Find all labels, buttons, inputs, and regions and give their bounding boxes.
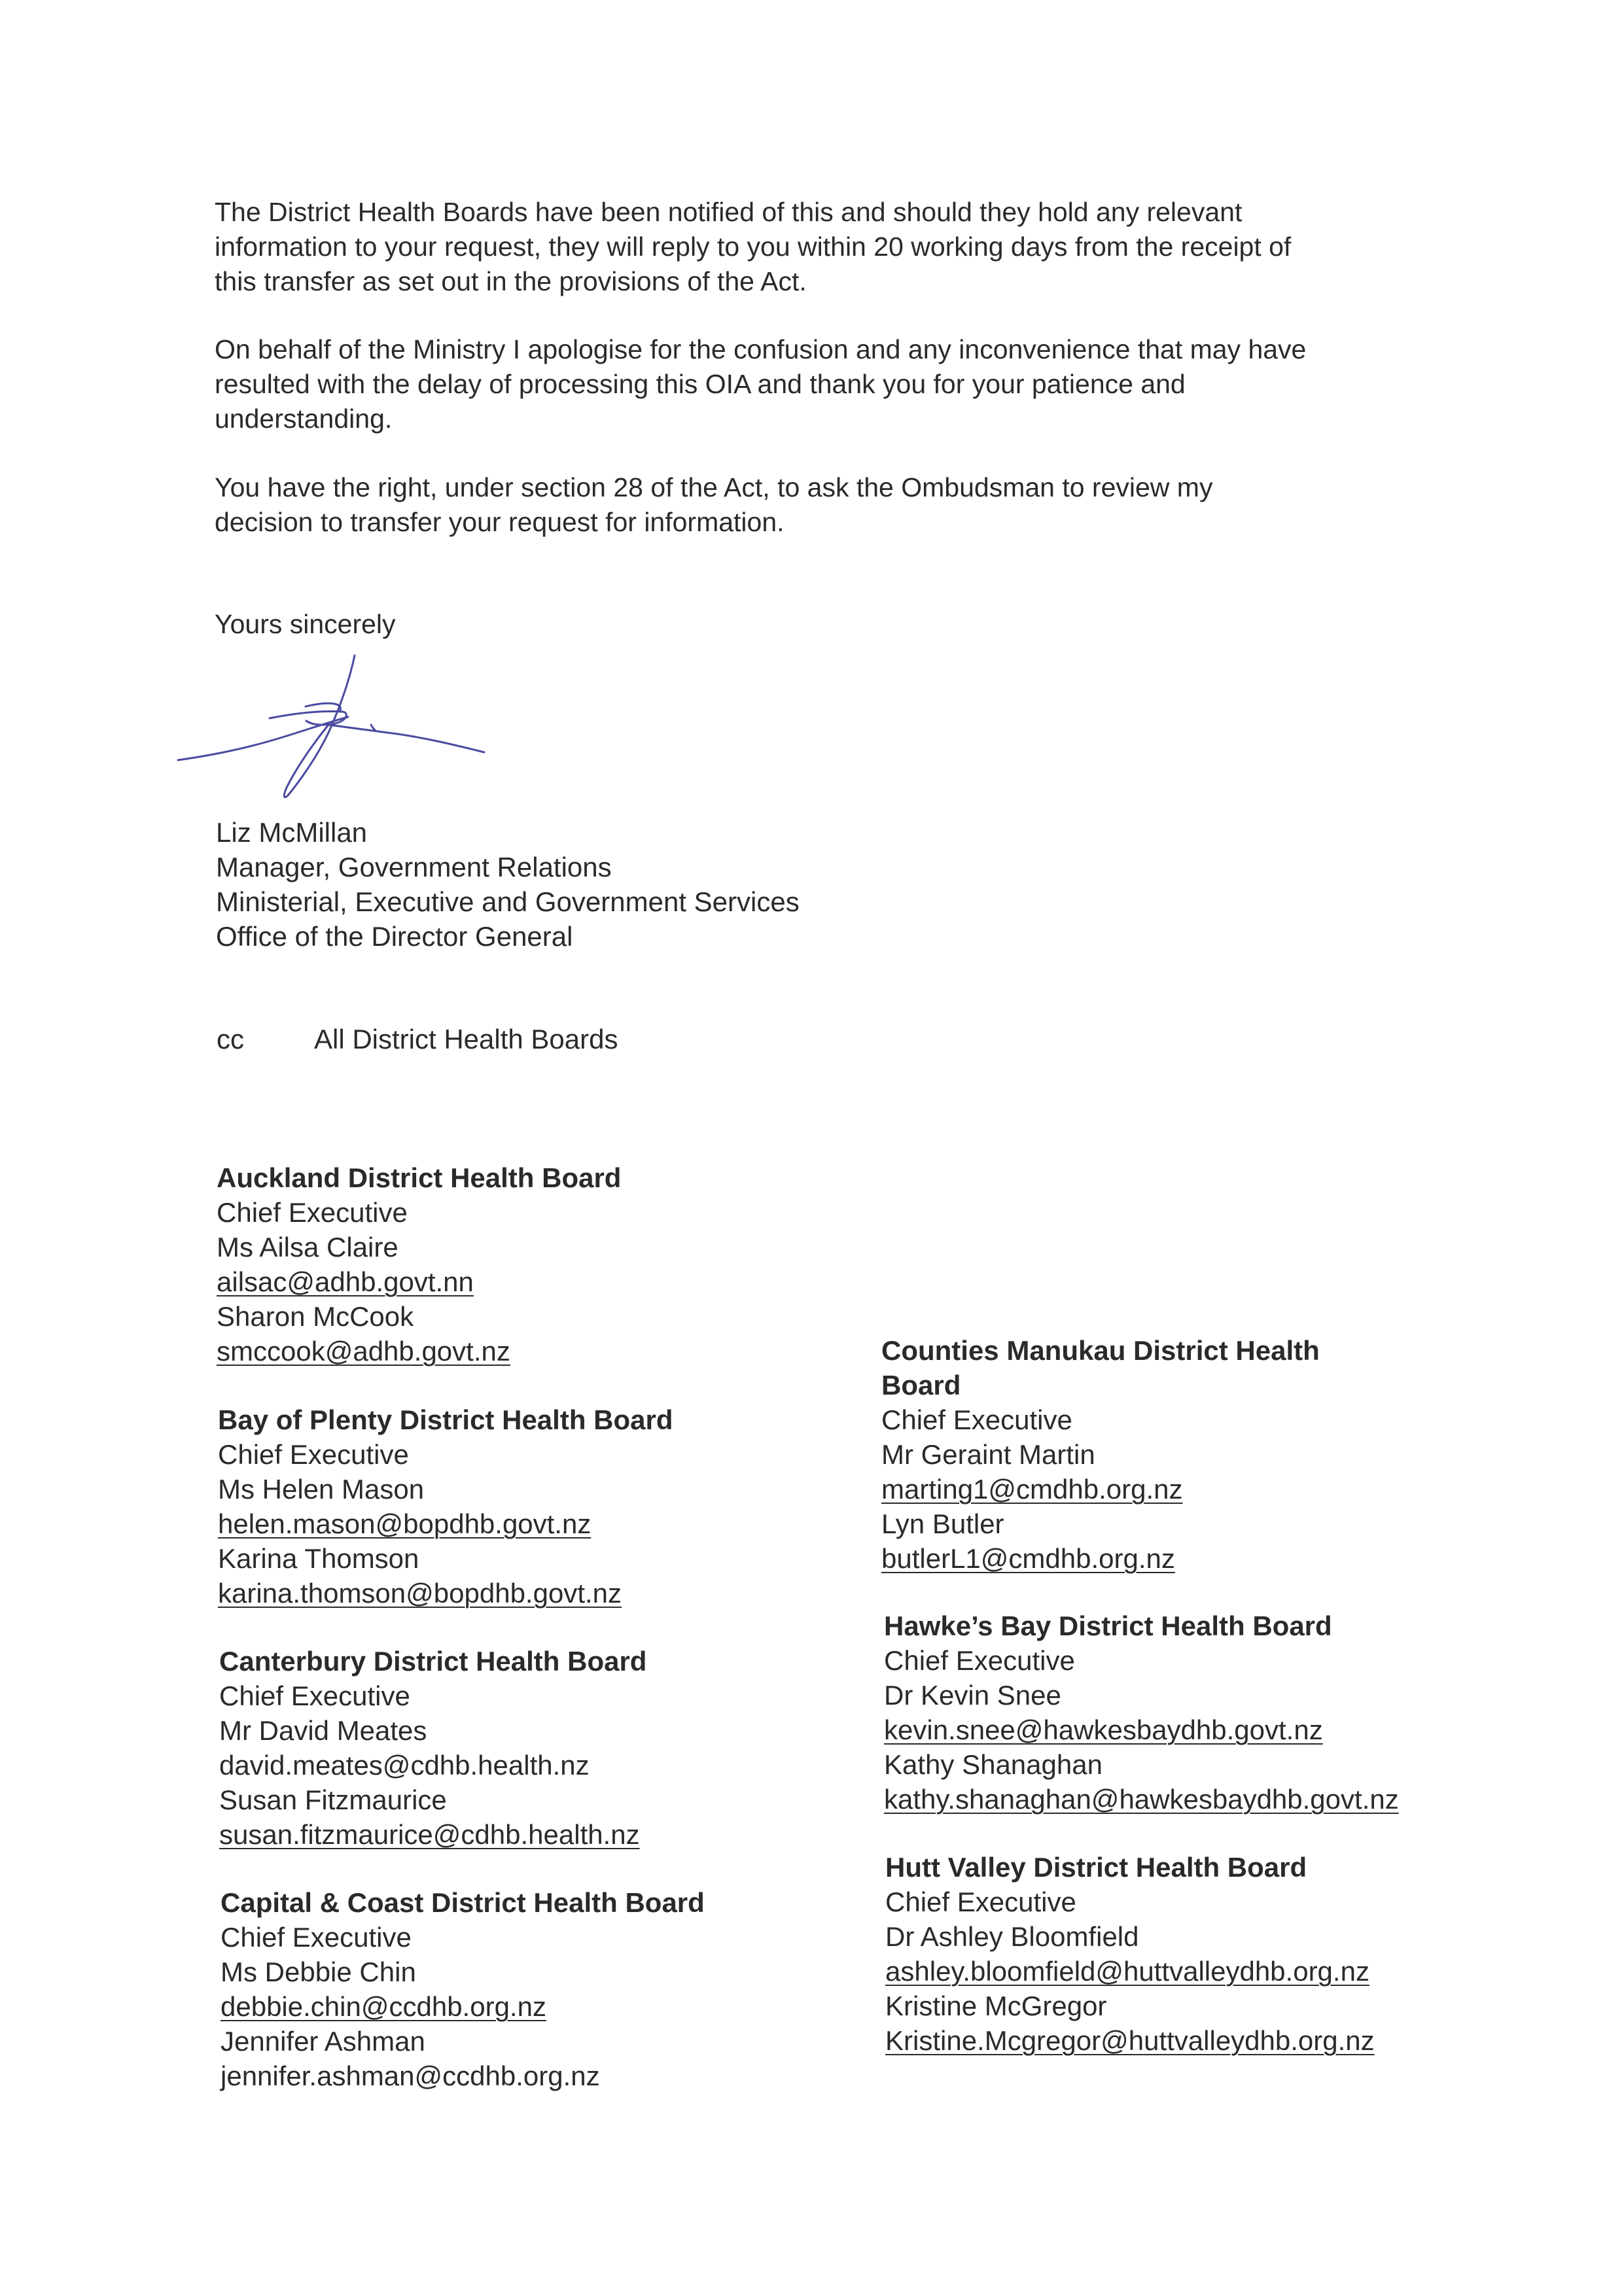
ceo-name: Mr David Meates bbox=[219, 1715, 427, 1746]
ceo-email-link[interactable]: ashley.bloomfield@huttvalleydhb.org.nz bbox=[885, 1956, 1369, 1987]
board-name: Canterbury District Health Board bbox=[219, 1646, 647, 1677]
board-name-line-2: Board bbox=[881, 1370, 961, 1400]
signature-stroke bbox=[328, 725, 484, 752]
contact-email: jennifer.ashman@ccdhb.org.nz bbox=[221, 2061, 600, 2091]
ceo-name: Ms Ailsa Claire bbox=[217, 1232, 398, 1262]
board-name: Capital & Coast District Health Board bbox=[221, 1887, 705, 1918]
signature-image bbox=[171, 648, 499, 818]
signatory-unit: Ministerial, Executive and Government Services bbox=[216, 886, 800, 917]
board-name: Hawke’s Bay District Health Board bbox=[884, 1610, 1332, 1641]
cc-value: All District Health Boards bbox=[314, 1024, 618, 1054]
contact-name: Susan Fitzmaurice bbox=[219, 1784, 447, 1815]
board-role: Chief Executive bbox=[219, 1680, 410, 1711]
board-name: Bay of Plenty District Health Board bbox=[218, 1404, 673, 1435]
cc-label: cc bbox=[217, 1024, 244, 1054]
board-role: Chief Executive bbox=[217, 1197, 408, 1228]
ceo-email-link[interactable]: kevin.snee@hawkesbaydhb.govt.nz bbox=[884, 1714, 1323, 1745]
contact-email-link[interactable]: smccook@adhb.govt.nz bbox=[217, 1336, 510, 1366]
board-role: Chief Executive bbox=[221, 1922, 412, 1953]
contact-email-link[interactable]: butlerL1@cmdhb.org.nz bbox=[881, 1543, 1175, 1574]
contact-email-link[interactable]: kathy.shanaghan@hawkesbaydhb.govt.nz bbox=[884, 1784, 1399, 1815]
contact-name: Jennifer Ashman bbox=[221, 2026, 425, 2057]
signature-stroke bbox=[178, 717, 348, 760]
contact-name: Lyn Butler bbox=[881, 1508, 1004, 1539]
board-name-line-1: Counties Manukau District Health bbox=[881, 1335, 1320, 1366]
ceo-name: Ms Debbie Chin bbox=[221, 1957, 416, 1987]
board-role: Chief Executive bbox=[218, 1439, 409, 1470]
board-role: Chief Executive bbox=[881, 1404, 1072, 1435]
contact-name: Kathy Shanaghan bbox=[884, 1749, 1103, 1780]
ceo-email-link[interactable]: marting1@cmdhb.org.nz bbox=[881, 1474, 1183, 1505]
board-counties-manukau bbox=[881, 1333, 1320, 1576]
board-role: Chief Executive bbox=[885, 1887, 1076, 1917]
contact-name: Kristine McGregor bbox=[885, 1991, 1107, 2021]
signature-stroke bbox=[371, 725, 375, 730]
board-capital-coast bbox=[221, 1885, 705, 2093]
contact-name: Karina Thomson bbox=[218, 1543, 419, 1574]
paragraph-ombudsman-right: You have the right, under section 28 of the Act, to ask the Ombudsman to review my decision to transfer your request for information. bbox=[215, 472, 1213, 537]
ceo-name: Dr Kevin Snee bbox=[884, 1680, 1061, 1711]
contact-email-link[interactable]: Kristine.Mcgregor@huttvalleydhb.org.nz bbox=[885, 2025, 1375, 2056]
board-role: Chief Executive bbox=[884, 1645, 1075, 1676]
ceo-email: david.meates@cdhb.health.nz bbox=[219, 1750, 590, 1781]
contact-email-link[interactable]: karina.thomson@bopdhb.govt.nz bbox=[218, 1578, 622, 1609]
ceo-email-link[interactable]: debbie.chin@ccdhb.org.nz bbox=[221, 1991, 546, 2022]
signatory-title: Manager, Government Relations bbox=[216, 852, 612, 882]
board-auckland bbox=[217, 1160, 621, 1368]
signature-stroke bbox=[306, 703, 340, 710]
paragraph-dhb-notified: The District Health Boards have been notified of this and should they hold any relevant information to your request, they will reply to you within 20 working days from the receipt of this transfer as set out in the provisions of the Act. bbox=[215, 197, 1292, 296]
ceo-name: Mr Geraint Martin bbox=[881, 1439, 1095, 1470]
board-hutt-valley bbox=[885, 1850, 1375, 2058]
ceo-name: Ms Helen Mason bbox=[218, 1474, 425, 1505]
board-canterbury bbox=[219, 1644, 646, 1852]
board-bay-of-plenty bbox=[218, 1402, 673, 1610]
contact-name: Sharon McCook bbox=[217, 1301, 414, 1332]
ceo-name: Dr Ashley Bloomfield bbox=[885, 1921, 1139, 1952]
signatory-name: Liz McMillan bbox=[216, 817, 368, 848]
contact-email-link[interactable]: susan.fitzmaurice@cdhb.health.nz bbox=[219, 1819, 640, 1850]
closing: Yours sincerely bbox=[215, 609, 396, 639]
paragraph-apology: On behalf of the Ministry I apologise for the confusion and any inconvenience that may have resulted with the delay of processing this OIA and thank you for your patience and understanding. bbox=[215, 334, 1307, 434]
signatory-office: Office of the Director General bbox=[216, 921, 573, 952]
board-name: Auckland District Health Board bbox=[217, 1162, 622, 1193]
board-hawkes-bay bbox=[884, 1609, 1399, 1817]
ceo-email-link[interactable]: helen.mason@bopdhb.govt.nz bbox=[218, 1508, 591, 1539]
signatory-block bbox=[216, 815, 800, 954]
board-name: Hutt Valley District Health Board bbox=[885, 1852, 1307, 1883]
ceo-email-link[interactable]: ailsac@adhb.govt.nn bbox=[217, 1266, 474, 1297]
